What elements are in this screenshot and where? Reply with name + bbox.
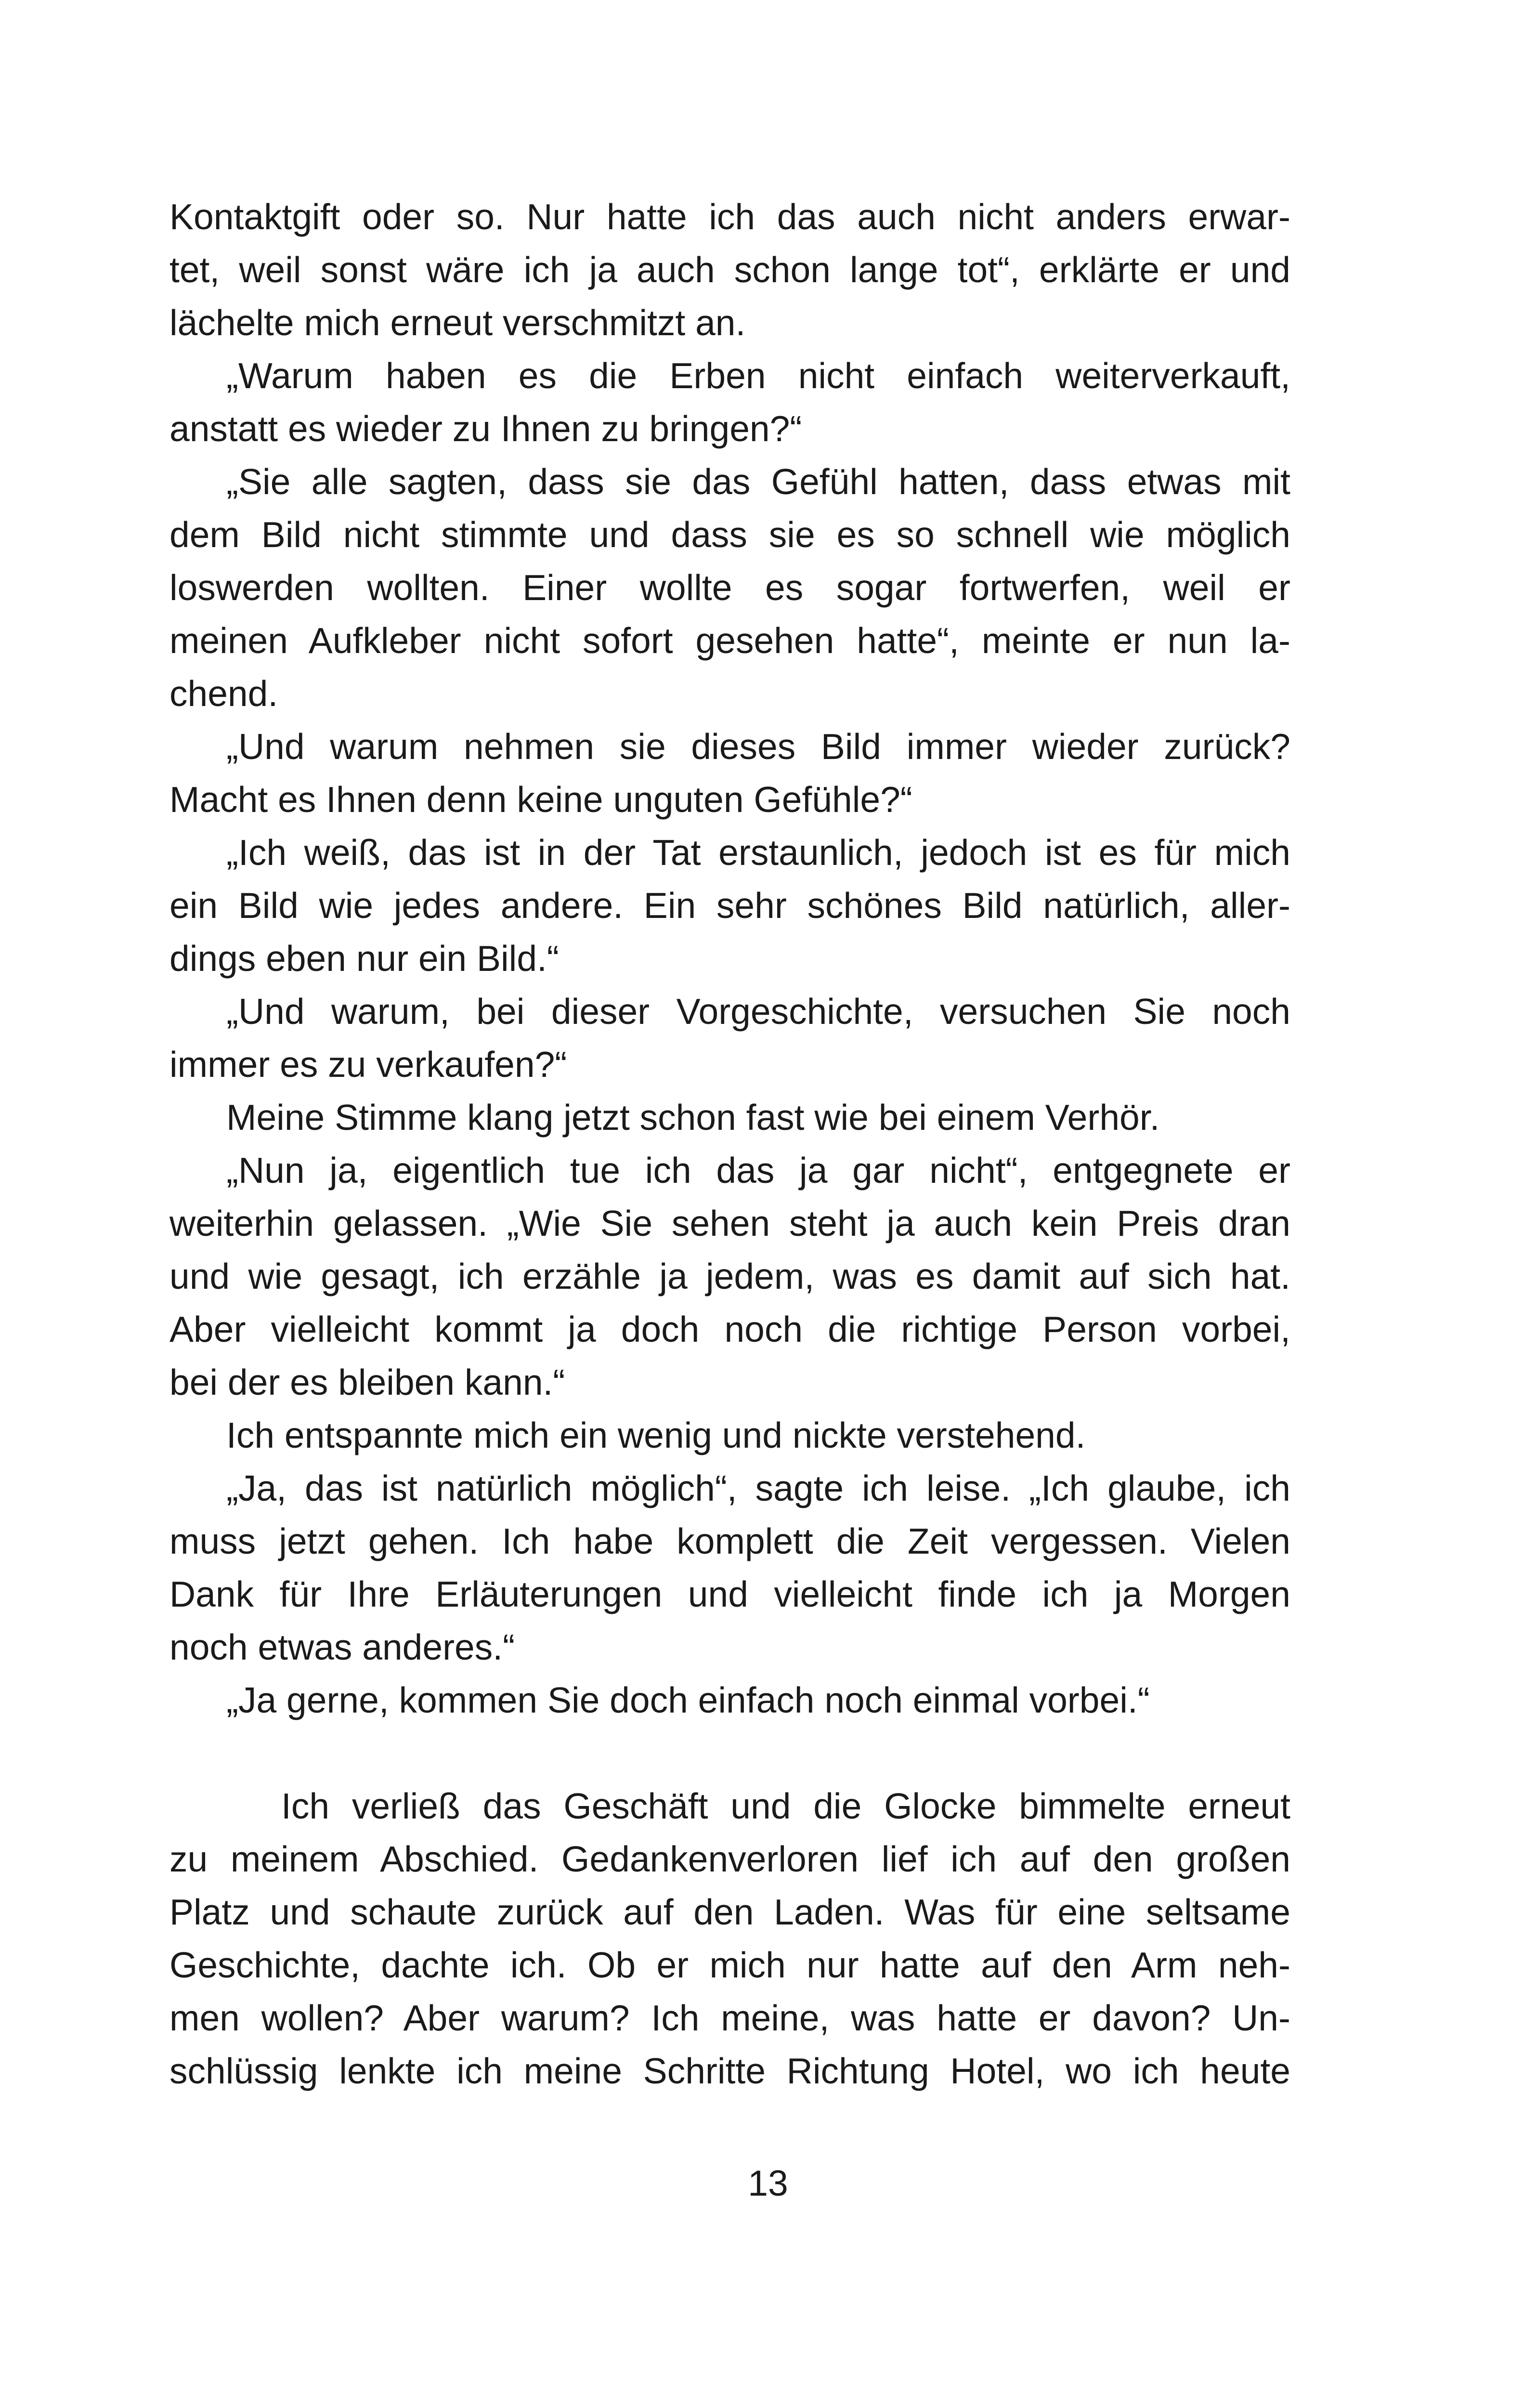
text-line: „Ja, das ist natürlich möglich“, sagte ich leise. „Ich glaube, ich	[226, 1468, 1290, 1508]
text-line: weiterhin gelassen. „Wie Sie sehen steht ja auch kein Preis dran	[169, 1203, 1290, 1243]
text-line: noch etwas anderes.“	[169, 1627, 515, 1667]
text-line: zu meinem Abschied. Gedankenverloren lief ich auf den großen	[169, 1839, 1290, 1879]
text-line: schlüssig lenkte ich meine Schritte Richtung Hotel, wo ich heute	[169, 2051, 1290, 2091]
text-line: Aber vielleicht kommt ja doch noch die richtige Person vorbei,	[169, 1309, 1290, 1349]
text-line: Ich entspannte mich ein wenig und nickte verstehend.	[226, 1415, 1086, 1455]
text-line: Ich verließ das Geschäft und die Glocke bimmelte erneut	[281, 1786, 1290, 1826]
text-line: loswerden wollten. Einer wollte es sogar fortwerfen, weil er	[169, 567, 1290, 608]
text-line: Meine Stimme klang jetzt schon fast wie bei einem Verhör.	[226, 1097, 1160, 1138]
text-line: immer es zu verkaufen?“	[169, 1044, 567, 1085]
text-line: anstatt es wieder zu Ihnen zu bringen?“	[169, 408, 802, 449]
text-line: lächelte mich erneut verschmitzt an.	[169, 302, 746, 343]
text-line: „Nun ja, eigentlich tue ich das ja gar nicht“, entgegnete er	[226, 1150, 1290, 1191]
text-line: dem Bild nicht stimmte und dass sie es so schnell wie möglich	[169, 514, 1290, 555]
text-line: „Und warum, bei dieser Vorgeschichte, versuchen Sie noch	[226, 991, 1290, 1032]
text-line: bei der es bleiben kann.“	[169, 1362, 565, 1402]
text-line: Kontaktgift oder so. Nur hatte ich das auch nicht anders erwar-	[169, 196, 1290, 237]
text-line: und wie gesagt, ich erzähle ja jedem, was es damit auf sich hat.	[169, 1256, 1290, 1296]
text-line: tet, weil sonst wäre ich ja auch schon lange tot“, erklärte er und	[169, 249, 1290, 290]
text-line: ein Bild wie jedes andere. Ein sehr schönes Bild natürlich, aller-	[169, 885, 1290, 926]
text-line: meinen Aufkleber nicht sofort gesehen hatte“, meinte er nun la-	[169, 620, 1290, 661]
body-text	[169, 190, 1290, 2097]
text-line: Macht es Ihnen denn keine unguten Gefühle?“	[169, 779, 912, 820]
section-break	[169, 1727, 1290, 1780]
text-line: Platz und schaute zurück auf den Laden. Was für eine seltsame	[169, 1892, 1290, 1932]
text-line: „Ich weiß, das ist in der Tat erstaunlich, jedoch ist es für mich	[226, 832, 1290, 873]
text-line: „Sie alle sagten, dass sie das Gefühl hatten, dass etwas mit	[226, 461, 1290, 502]
text-line: „Und warum nehmen sie dieses Bild immer wieder zurück?	[226, 726, 1290, 767]
text-line: „Ja gerne, kommen Sie doch einfach noch einmal vorbei.“	[226, 1680, 1150, 1720]
text-line: dings eben nur ein Bild.“	[169, 938, 559, 979]
text-line: chend.	[169, 673, 278, 714]
page-number: 13	[748, 2163, 788, 2203]
text-line: Dank für Ihre Erläuterungen und vielleicht finde ich ja Morgen	[169, 1574, 1290, 1614]
text-line: muss jetzt gehen. Ich habe komplett die Zeit vergessen. Vielen	[169, 1521, 1290, 1561]
text-line: Geschichte, dachte ich. Ob er mich nur hatte auf den Arm neh-	[169, 1945, 1290, 1985]
text-line: men wollen? Aber warum? Ich meine, was hatte er davon? Un-	[169, 1998, 1290, 2038]
text-line: „Warum haben es die Erben nicht einfach weiterverkauft,	[226, 355, 1290, 396]
